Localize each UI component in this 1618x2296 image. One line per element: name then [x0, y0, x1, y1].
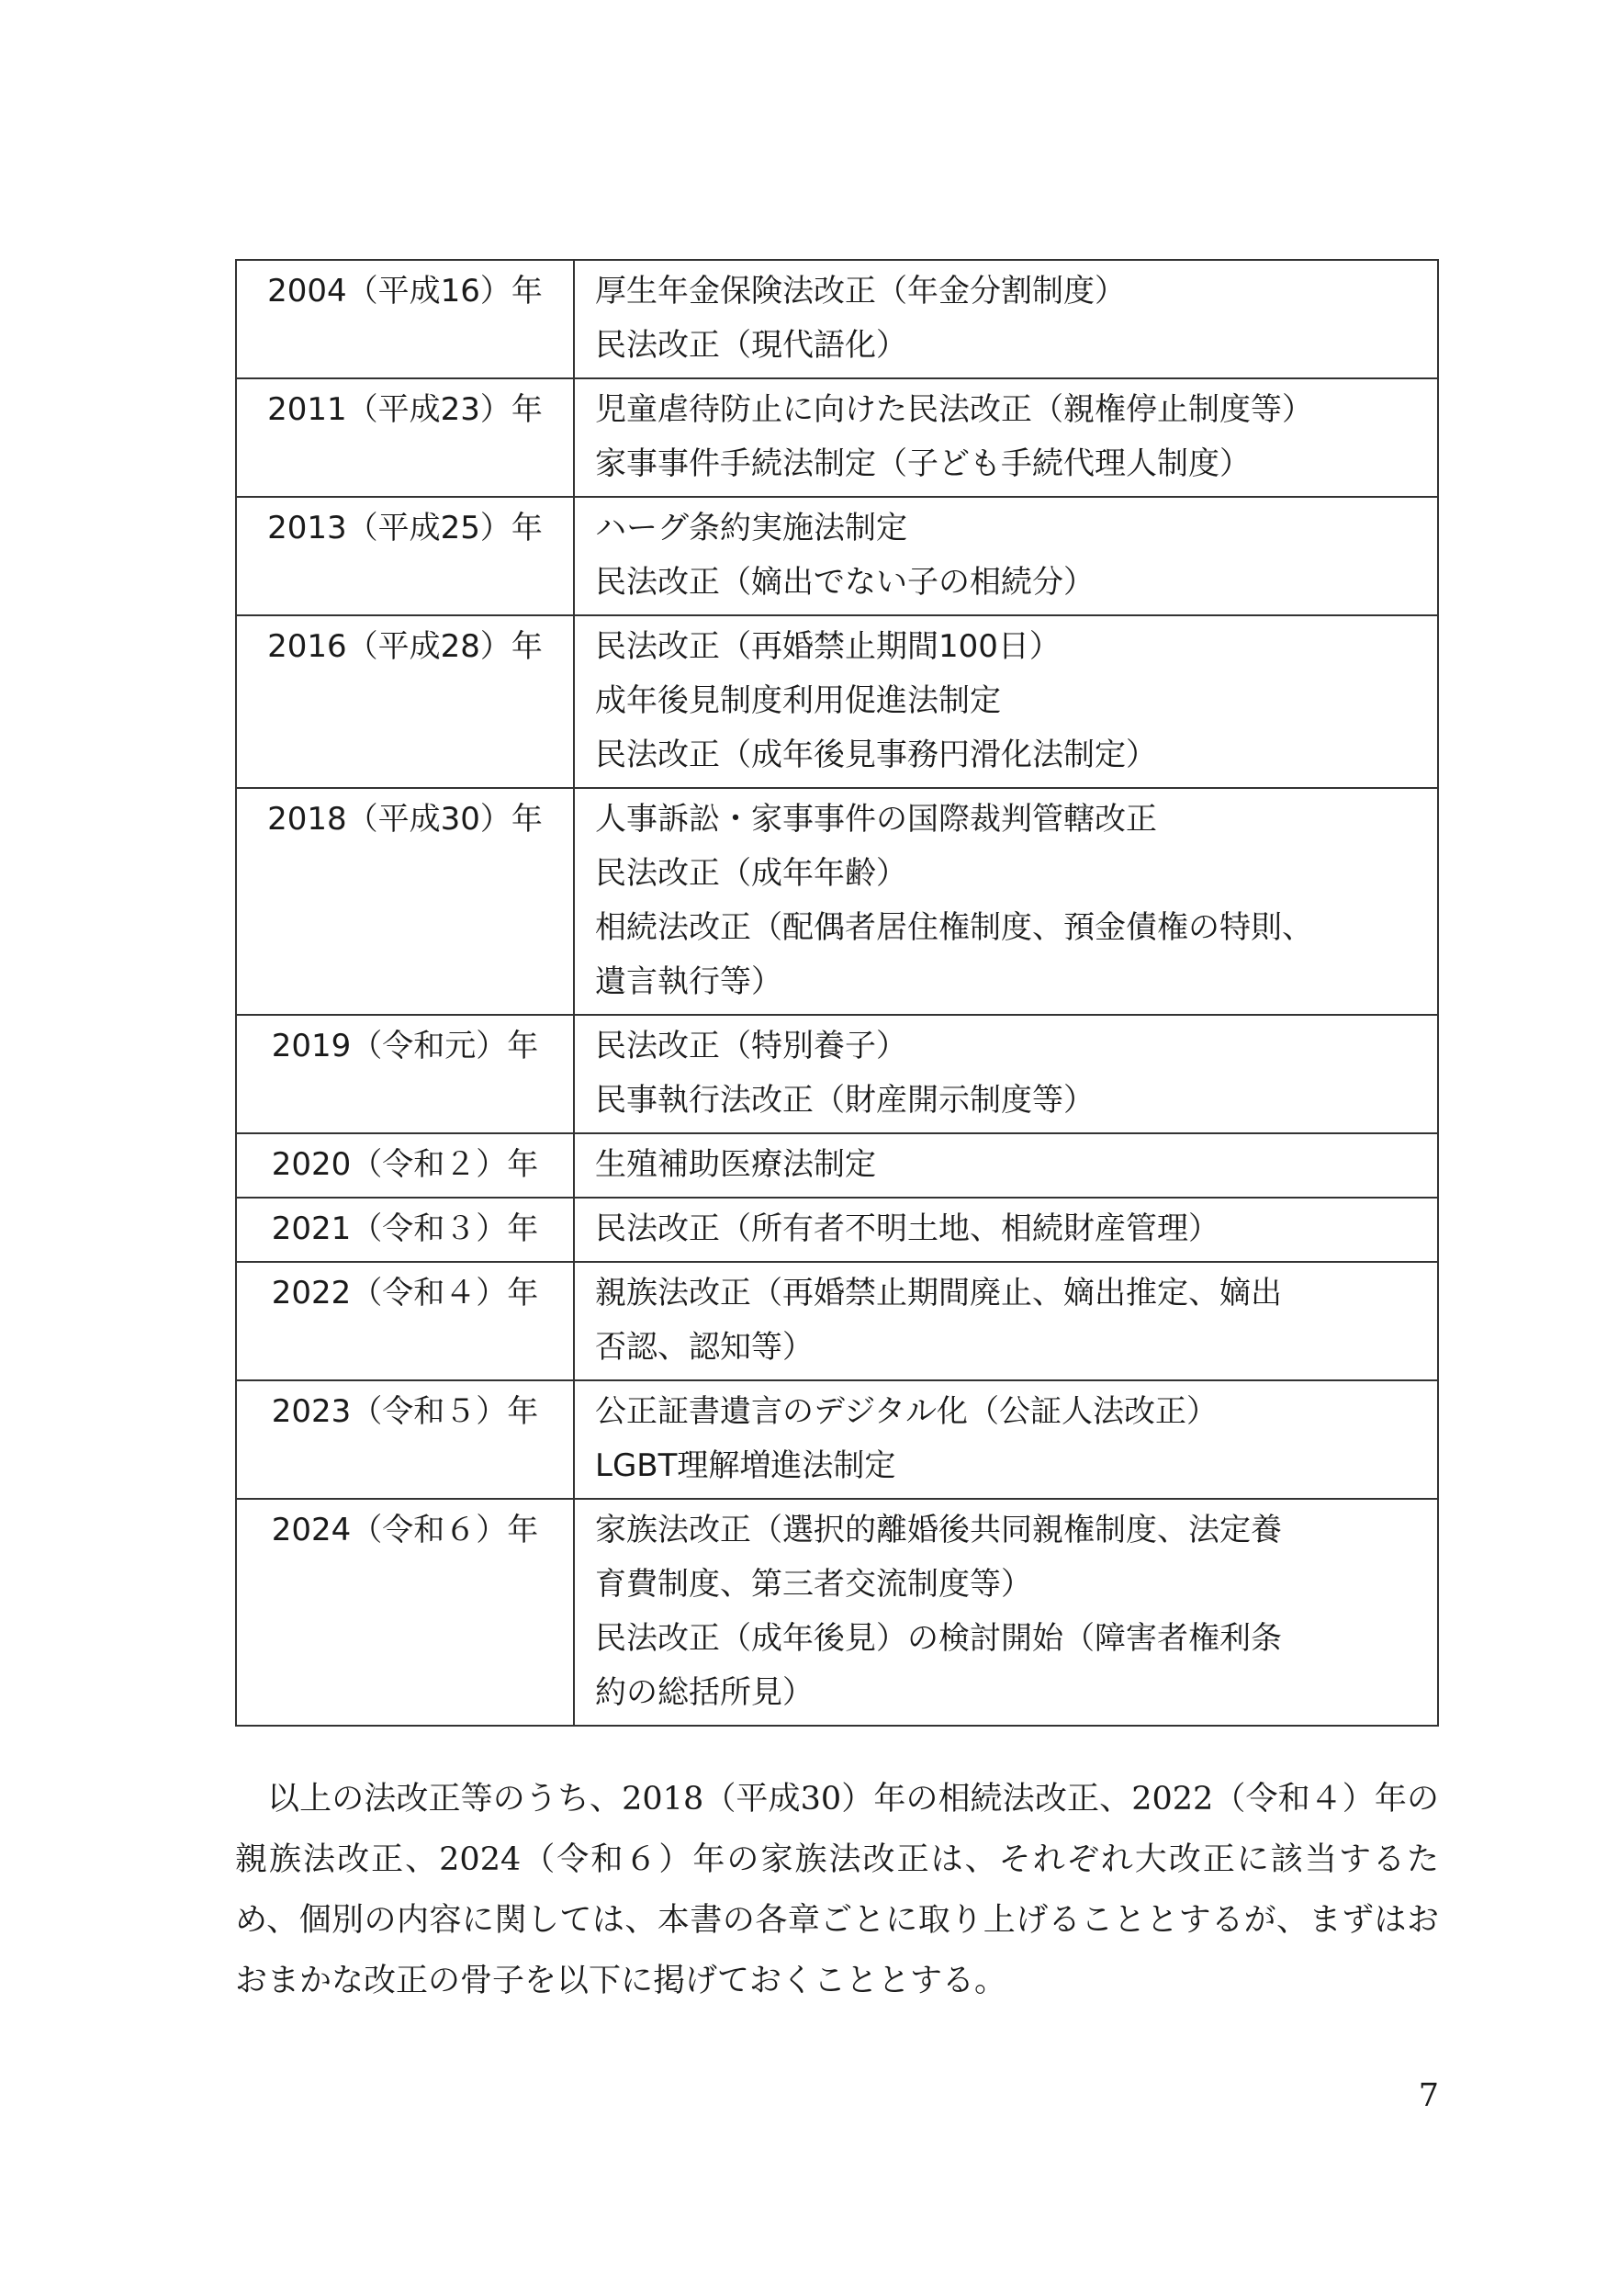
event-line: ハーグ条約実施法制定	[595, 510, 907, 546]
events-cell	[574, 1198, 1438, 1262]
events-cell	[574, 378, 1438, 497]
table-row	[236, 1380, 1438, 1499]
year-cell: 2024（令和６）年	[236, 1499, 574, 1726]
table-row	[236, 615, 1438, 788]
event-line: 民法改正（所有者不明土地、相続財産管理）	[595, 1210, 1219, 1247]
event-line: 民法改正（嫡出でない子の相続分）	[595, 564, 1095, 601]
event-line: 公正証書遺言のデジタル化（公証人法改正）	[595, 1393, 1218, 1430]
event-line: 育費制度、第三者交流制度等）	[595, 1566, 1032, 1603]
year-cell: 2019（令和元）年	[236, 1015, 574, 1133]
year-cell: 2020（令和２）年	[236, 1133, 574, 1198]
year-cell: 2011（平成23）年	[236, 378, 574, 497]
event-line: 民法改正（特別養子）	[595, 1028, 907, 1064]
table-row	[236, 1262, 1438, 1380]
table-row	[236, 1198, 1438, 1262]
events-cell	[574, 615, 1438, 788]
table-row	[236, 1499, 1438, 1726]
year-cell: 2023（令和５）年	[236, 1380, 574, 1499]
legal-reform-history-table	[235, 259, 1439, 1727]
event-line: 成年後見制度利用促進法制定	[595, 682, 1001, 719]
event-line: LGBT理解増進法制定	[595, 1447, 896, 1484]
table-row	[236, 378, 1438, 497]
table-row	[236, 497, 1438, 615]
event-line: 児童虐待防止に向けた民法改正（親権停止制度等）	[595, 391, 1313, 428]
year-cell: 2004（平成16）年	[236, 260, 574, 378]
event-line: 民事執行法改正（財産開示制度等）	[595, 1082, 1095, 1119]
table-body	[236, 260, 1438, 1726]
year-cell: 2021（令和３）年	[236, 1198, 574, 1262]
event-line: 否認、認知等）	[595, 1329, 814, 1366]
events-cell	[574, 1015, 1438, 1133]
events-cell	[574, 1133, 1438, 1198]
event-line: 民法改正（成年年齢）	[595, 855, 907, 892]
page-number: 7	[1418, 2077, 1439, 2114]
event-line: 民法改正（成年後見）の検討開始（障害者権利条	[595, 1620, 1282, 1657]
body-paragraph: 以上の法改正等のうち、2018（平成30）年の相続法改正、2022（令和４）年の親族法改正、2024（令和６）年の家族法改正は、それぞれ大改正に該当するため、個別の内容に関しては、本書の各章ごとに取り上げることとするが、まずはおおまかな改正の骨子を以下に掲げておくこととする。	[235, 1781, 1439, 1999]
event-line: 相続法改正（配偶者居住権制度、預金債権の特則、	[595, 909, 1313, 946]
event-line: 約の総括所見）	[595, 1674, 814, 1711]
table-row	[236, 260, 1438, 378]
event-line: 遺言執行等）	[595, 963, 782, 1000]
events-cell	[574, 260, 1438, 378]
event-line: 民法改正（現代語化）	[595, 327, 907, 364]
event-line: 家族法改正（選択的離婚後共同親権制度、法定養	[595, 1512, 1282, 1548]
table-row	[236, 1015, 1438, 1133]
events-cell	[574, 1499, 1438, 1726]
event-line: 民法改正（成年後見事務円滑化法制定）	[595, 737, 1157, 773]
event-line: 親族法改正（再婚禁止期間廃止、嫡出推定、嫡出	[595, 1275, 1282, 1311]
event-line: 厚生年金保険法改正（年金分割制度）	[595, 273, 1126, 310]
events-cell	[574, 1262, 1438, 1380]
event-line: 人事訴訟・家事事件の国際裁判管轄改正	[595, 801, 1157, 838]
year-cell: 2022（令和４）年	[236, 1262, 574, 1380]
event-line: 生殖補助医療法制定	[595, 1146, 876, 1183]
table-row	[236, 788, 1438, 1015]
event-line: 家事事件手続法制定（子ども手続代理人制度）	[595, 445, 1251, 482]
events-cell	[574, 1380, 1438, 1499]
year-cell: 2013（平成25）年	[236, 497, 574, 615]
year-cell: 2018（平成30）年	[236, 788, 574, 1015]
table-row	[236, 1133, 1438, 1198]
events-cell	[574, 497, 1438, 615]
event-line: 民法改正（再婚禁止期間100日）	[595, 628, 1061, 665]
year-cell: 2016（平成28）年	[236, 615, 574, 788]
events-cell	[574, 788, 1438, 1015]
